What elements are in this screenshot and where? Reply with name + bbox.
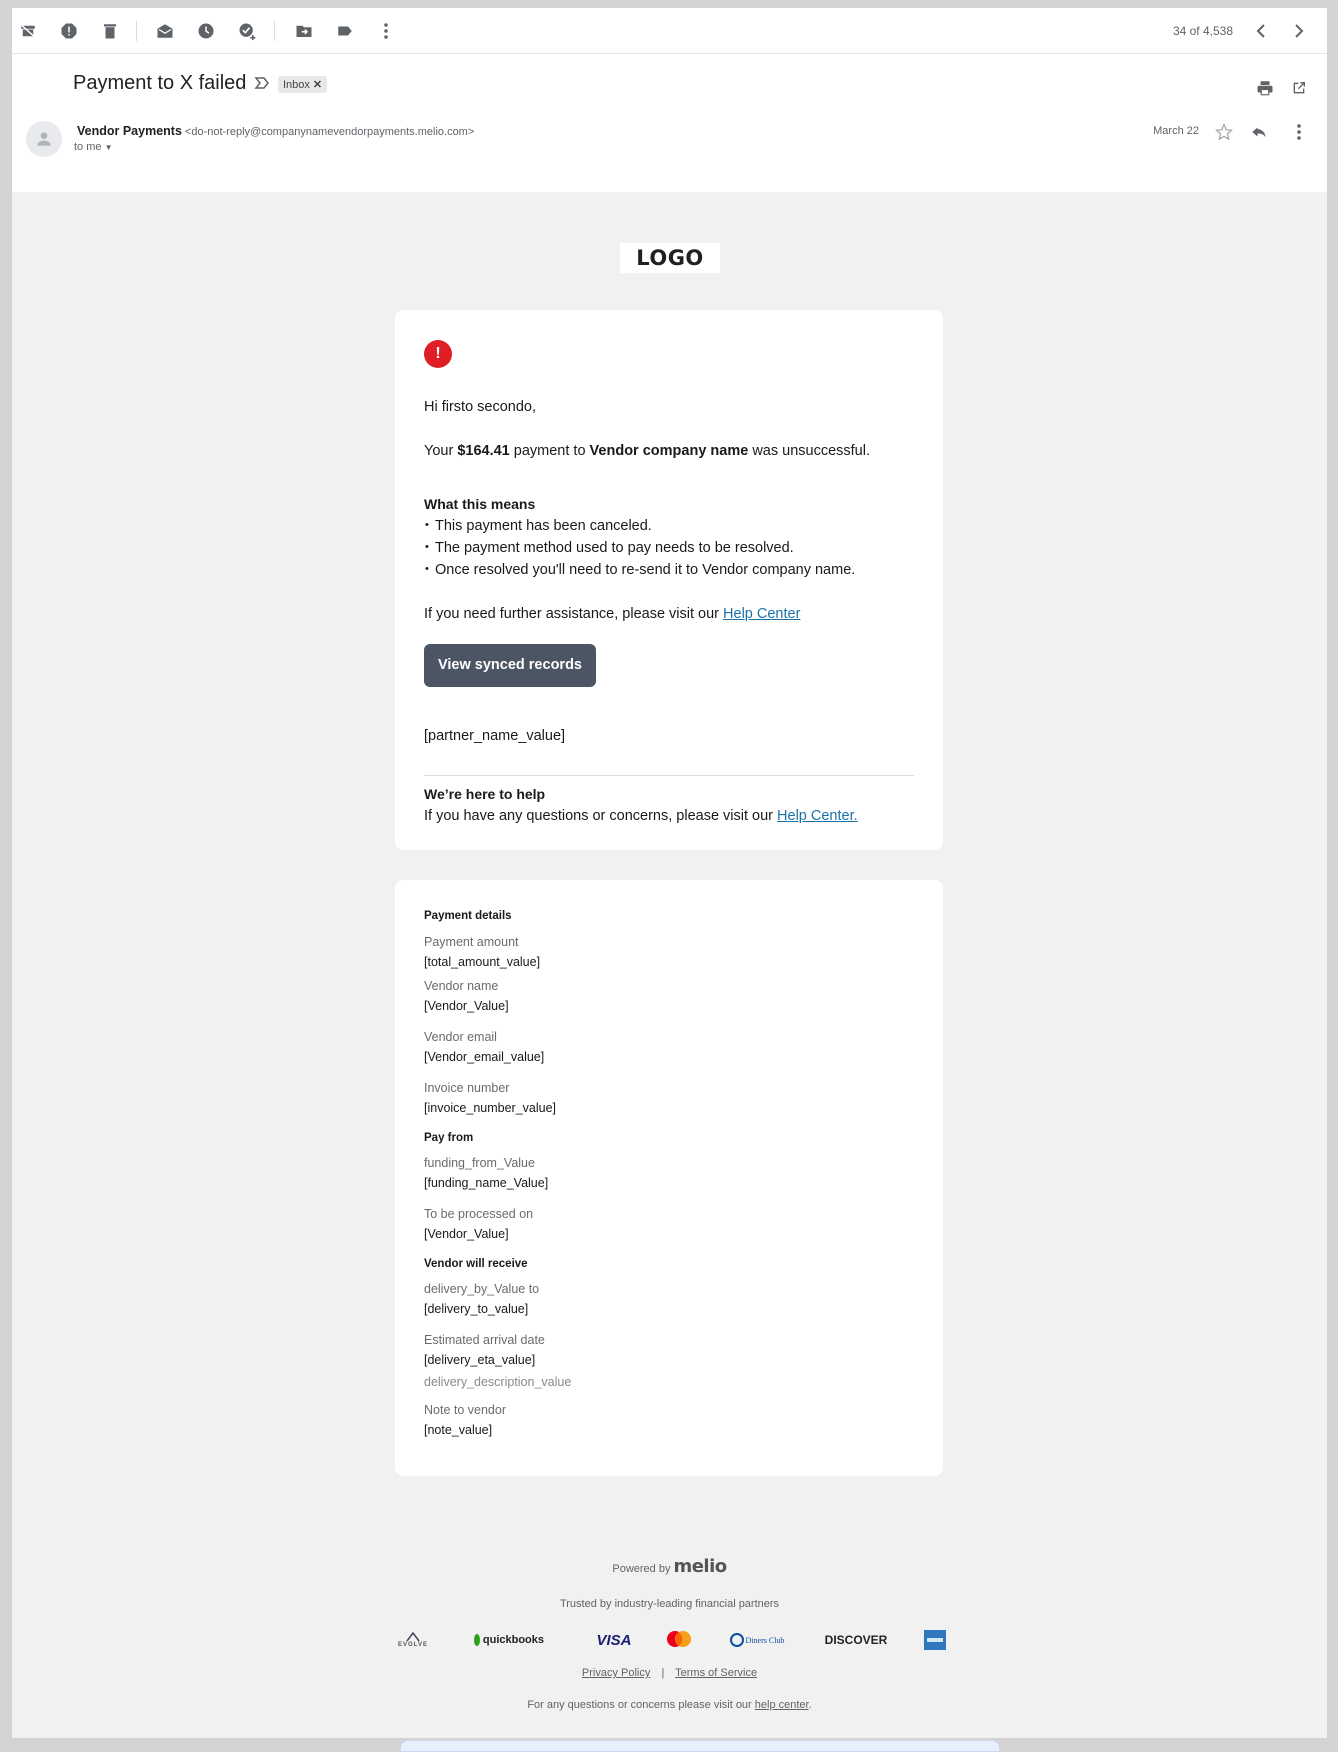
invoice-number-value: [invoice_number_value]	[424, 1101, 557, 1115]
links-separator: |	[661, 1667, 665, 1679]
reply-icon[interactable]	[1249, 122, 1269, 142]
move-to-icon[interactable]	[294, 21, 314, 41]
delivery-by: delivery_by_Value to	[424, 1282, 540, 1296]
diners-club-logo: Diners Club	[724, 1630, 790, 1650]
pay-from-heading: Pay from	[424, 1132, 474, 1144]
inbox-label-text: Inbox	[283, 79, 310, 91]
open-new-window-icon[interactable]	[1289, 78, 1309, 98]
message-card	[395, 310, 943, 850]
greeting: Hi firsto secondo,	[424, 399, 537, 415]
sender-name[interactable]: Vendor Payments	[77, 124, 182, 138]
invoice-number-label: Invoice number	[424, 1081, 510, 1095]
payment-amount-value: [total_amount_value]	[424, 955, 541, 969]
newer-message-icon[interactable]	[1251, 21, 1271, 41]
payment-amount: $164.41	[457, 443, 510, 459]
vendor-email-label: Vendor email	[424, 1030, 497, 1044]
alert-icon: !	[424, 340, 452, 368]
visa-logo: VISA	[596, 1631, 632, 1649]
toolbar-divider	[274, 21, 275, 41]
more-message-options-icon[interactable]	[1289, 122, 1309, 142]
view-synced-records-button[interactable]: View synced records	[424, 644, 596, 687]
privacy-policy-link[interactable]: Privacy Policy	[581, 1667, 651, 1679]
terms-of-service-link[interactable]: Terms of Service	[675, 1667, 758, 1679]
footer-links	[12, 1667, 1327, 1679]
note-value: [note_value]	[424, 1423, 493, 1437]
help-center-link[interactable]: Help Center	[723, 606, 801, 622]
vendor-name-value: [Vendor_Value]	[424, 999, 509, 1013]
vendor-email-value: [Vendor_email_value]	[424, 1050, 545, 1064]
recipient-dropdown[interactable]	[74, 141, 113, 153]
bullet-item: • Once resolved you'll need to re-send it to Vendor company name.	[435, 562, 855, 578]
vendor-name-label: Vendor name	[424, 979, 499, 993]
discover-logo: DISCOVER	[824, 1633, 888, 1647]
help-line: If you have any questions or concerns, please visit our Help Center.	[424, 808, 858, 824]
eta-value: [delivery_eta_value]	[424, 1353, 536, 1367]
more-options-icon[interactable]	[376, 21, 396, 41]
funding-from: funding_from_Value	[424, 1156, 535, 1170]
email-subject: Payment to X failed	[73, 72, 247, 94]
amex-logo	[922, 1630, 948, 1650]
eta-label: Estimated arrival date	[424, 1333, 545, 1347]
trusted-partners-text: Trusted by industry-leading financial partners	[559, 1598, 780, 1610]
archive-icon[interactable]	[18, 21, 38, 41]
help-center-footer-link[interactable]: help center	[754, 1699, 809, 1711]
chevron-down-icon: ▼	[104, 143, 113, 152]
vendor-company: Vendor company name	[589, 443, 749, 459]
add-task-icon[interactable]	[237, 21, 257, 41]
message-counter: 34 of 4,538	[1172, 24, 1233, 38]
print-icon[interactable]	[1255, 78, 1275, 98]
help-center-link[interactable]: Help Center.	[777, 808, 858, 824]
importance-marker-icon[interactable]	[254, 75, 270, 96]
recipient-text: to me	[74, 141, 102, 153]
vendor-will-receive-heading: Vendor will receive	[424, 1258, 528, 1270]
email-date: March 22	[1153, 125, 1199, 137]
compose-bar[interactable]	[400, 1740, 1000, 1752]
star-icon[interactable]	[1214, 122, 1234, 142]
funding-name: [funding_name_Value]	[424, 1176, 549, 1190]
what-this-means-heading: What this means	[424, 496, 536, 512]
label-icon[interactable]	[335, 21, 355, 41]
report-spam-icon[interactable]	[59, 21, 79, 41]
bullet-item: • The payment method used to pay needs to be resolved.	[435, 540, 794, 556]
payment-details-card	[395, 880, 943, 1476]
help-heading: We’re here to help	[424, 786, 546, 802]
sender-line	[77, 124, 474, 138]
sender-avatar[interactable]	[26, 121, 62, 157]
mark-unread-icon[interactable]	[155, 21, 175, 41]
powered-by: Powered by melio	[612, 1556, 727, 1577]
sender-address: <do-not-reply@companynamevendorpayments.melio.com>	[184, 126, 475, 138]
quickbooks-logo: quickbooks	[474, 1630, 544, 1650]
delivery-to: [delivery_to_value]	[424, 1302, 529, 1316]
bullet-item: • This payment has been canceled.	[435, 518, 652, 534]
company-logo: LOGO	[620, 243, 720, 273]
delivery-description: delivery_description_value	[424, 1375, 572, 1389]
toolbar-divider	[136, 21, 137, 41]
mastercard-logo	[659, 1630, 699, 1650]
processed-on-value: [Vendor_Value]	[424, 1227, 509, 1241]
melio-logo: melio	[673, 1556, 727, 1577]
evolve-logo: EVOLVE	[392, 1630, 434, 1650]
payment-status-line: Your $164.41 payment to Vendor company name was unsuccessful.	[424, 443, 870, 459]
remove-label-icon[interactable]: ✕	[312, 79, 323, 91]
partner-name: [partner_name_value]	[424, 728, 566, 744]
assistance-line: If you need further assistance, please visit our Help Center	[424, 606, 801, 622]
snooze-icon[interactable]	[196, 21, 216, 41]
email-window	[12, 8, 1327, 1738]
footer-questions: For any questions or concerns please visit our help center.	[527, 1699, 812, 1711]
payment-details-heading: Payment details	[424, 910, 512, 922]
payment-amount-label: Payment amount	[424, 935, 519, 949]
processed-on-label: To be processed on	[424, 1207, 534, 1221]
divider	[424, 775, 914, 776]
delete-icon[interactable]	[100, 21, 120, 41]
older-message-icon[interactable]	[1289, 21, 1309, 41]
note-label: Note to vendor	[424, 1403, 506, 1417]
inbox-label-chip	[278, 76, 327, 93]
toolbar	[12, 8, 1327, 54]
